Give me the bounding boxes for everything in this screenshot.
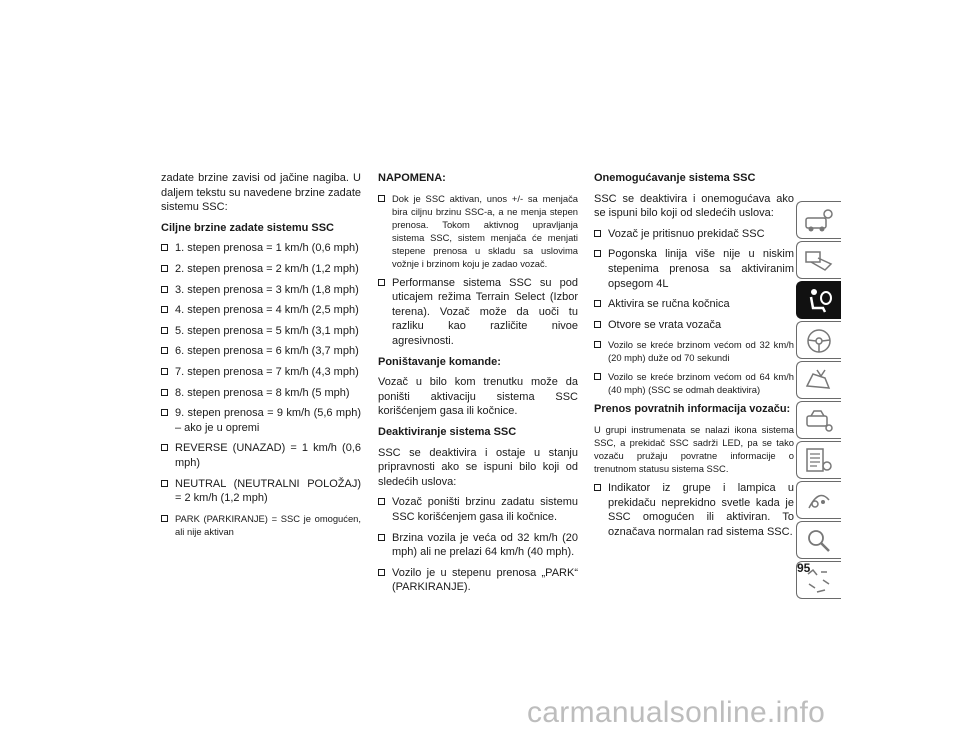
- car-service-icon: [803, 406, 835, 436]
- list-item: 8. stepen prenosa = 8 km/h (5 mph): [161, 386, 361, 401]
- list-item: 7. stepen prenosa = 7 km/h (4,3 mph): [161, 365, 361, 380]
- car-crash-icon: [803, 366, 835, 396]
- driver-feedback-heading: Prenos povratnih informacija vozaču:: [594, 403, 791, 416]
- multimedia-icon: [803, 486, 835, 516]
- list-item: Pogonska linija više nije u niskim stepenima prenosa sa aktiviranim opsegom 4L: [594, 247, 794, 291]
- tab-car-key[interactable]: [796, 201, 841, 239]
- cancel-text: Vozač u bilo kom trenutku može da poništi aktivaciju sistema SSC korišćenjem gasa ili kočnice.: [378, 376, 578, 418]
- column-middle: [378, 171, 578, 601]
- steering-wheel-icon: [803, 326, 835, 356]
- column-right: [594, 171, 794, 545]
- tab-multimedia[interactable]: [796, 481, 841, 519]
- driver-feedback-text: U grupi instrumenata se nalazi ikona sistema SSC, a prekidač SSC sadrži LED, pa se tako vozaču pružaju povratne informacije o trenutnom statusu sistema SSC.: [594, 423, 794, 474]
- deactivation-list: [378, 495, 578, 595]
- page-number: 95: [797, 561, 811, 575]
- car-key-icon: [803, 206, 835, 236]
- list-item: 9. stepen prenosa = 9 km/h (5,6 mph) – ako je u opremi: [161, 406, 361, 435]
- intro-text: zadate brzine zavisi od jačine nagiba. U daljem tekstu su navedene brzine zadate sistemu SSC:: [161, 172, 361, 214]
- list-item: Otvore se vrata vozača: [594, 318, 794, 333]
- list-item: Vozač poništi brzinu zadatu sistemu SSC korišćenjem gasa ili kočnice.: [378, 495, 578, 524]
- column-left: [161, 171, 361, 544]
- note-heading: NAPOMENA:: [378, 172, 446, 184]
- list-item: PARK (PARKIRANJE) = SSC je omogućen, ali nije aktivan: [161, 512, 361, 538]
- list-item: REVERSE (UNAZAD) = 1 km/h (0,6 mph): [161, 441, 361, 470]
- list-item: 1. stepen prenosa = 1 km/h (0,6 mph): [161, 241, 361, 256]
- note-list: [378, 192, 578, 349]
- list-item: Dok je SSC aktivan, unos +/- sa menjača bira ciljnu brzinu SSC-a, a ne menja stepen prenosa. Tokom aktivnog upravljanja sistema SSC, sistem menjača će menjati stepene prenosa u skladu sa uslovima vožnje i brzinom koju je zadao vozač.: [378, 192, 578, 270]
- disable-text: SSC se deaktivira i onemogućava ako se ispuni bilo koji od sledećih uslova:: [594, 192, 794, 220]
- target-speeds-list: [161, 241, 361, 537]
- driver-feedback-list: [594, 481, 794, 539]
- list-item: 6. stepen prenosa = 6 km/h (3,7 mph): [161, 344, 361, 359]
- disable-list: [594, 227, 794, 397]
- airbag-seat-icon: [803, 286, 835, 316]
- list-item: Indikator iz grupe i lampica u prekidaču neprekidno svetle kada je SSC omogućen ili aktiviran. To označava normalan rad sistema SSC.: [594, 481, 794, 539]
- tab-airbag-seat[interactable]: [796, 281, 841, 319]
- watermark: carmanualsonline.info: [527, 696, 826, 729]
- tab-car-service[interactable]: [796, 401, 841, 439]
- tab-specifications[interactable]: [796, 441, 841, 479]
- specifications-icon: [803, 446, 835, 476]
- tab-steering-wheel[interactable]: [796, 321, 841, 359]
- disable-heading: Onemogućavanje sistema SSC: [594, 172, 756, 184]
- list-item: Vozilo se kreće brzinom većom od 32 km/h (20 mph) duže od 70 sekundi: [594, 338, 794, 364]
- deactivation-text: SSC se deaktivira i ostaje u stanju pripravnosti ako se ispuni bilo koji od sledećih uslova:: [378, 446, 578, 488]
- list-item: 2. stepen prenosa = 2 km/h (1,2 mph): [161, 262, 361, 277]
- search-icon: [803, 526, 835, 556]
- list-item: NEUTRAL (NEUTRALNI POLOŽAJ) = 2 km/h (1,2 mph): [161, 477, 361, 506]
- list-item: 5. stepen prenosa = 5 km/h (3,1 mph): [161, 324, 361, 339]
- cancel-heading: Poništavanje komande:: [378, 355, 501, 368]
- list-item: Aktivira se ručna kočnica: [594, 297, 794, 312]
- list-item: Performanse sistema SSC su pod uticajem režima Terrain Select (Izbor terena). Vozač može da uoči tu razliku kao različite nivoe agresivnosti.: [378, 276, 578, 349]
- list-item: 3. stepen prenosa = 3 km/h (1,8 mph): [161, 283, 361, 298]
- list-item: Brzina vozila je veća od 32 km/h (20 mph) ali ne prelazi 64 km/h (40 mph).: [378, 531, 578, 560]
- tab-dashboard-message[interactable]: [796, 241, 841, 279]
- deactivation-heading: Deaktiviranje sistema SSC: [378, 425, 517, 438]
- list-item: Vozilo se kreće brzinom većom od 64 km/h (40 mph) (SSC se odmah deaktivira): [594, 370, 794, 396]
- list-item: Vozač je pritisnuo prekidač SSC: [594, 227, 794, 242]
- dashboard-message-icon: [803, 246, 835, 276]
- tab-search[interactable]: [796, 521, 841, 559]
- list-item: Vozilo je u stepenu prenosa „PARK“ (PARKIRANJE).: [378, 566, 578, 595]
- list-item: 4. stepen prenosa = 4 km/h (2,5 mph): [161, 303, 361, 318]
- tab-car-crash[interactable]: [796, 361, 841, 399]
- target-speeds-heading: Ciljne brzine zadate sistemu SSC: [161, 221, 334, 234]
